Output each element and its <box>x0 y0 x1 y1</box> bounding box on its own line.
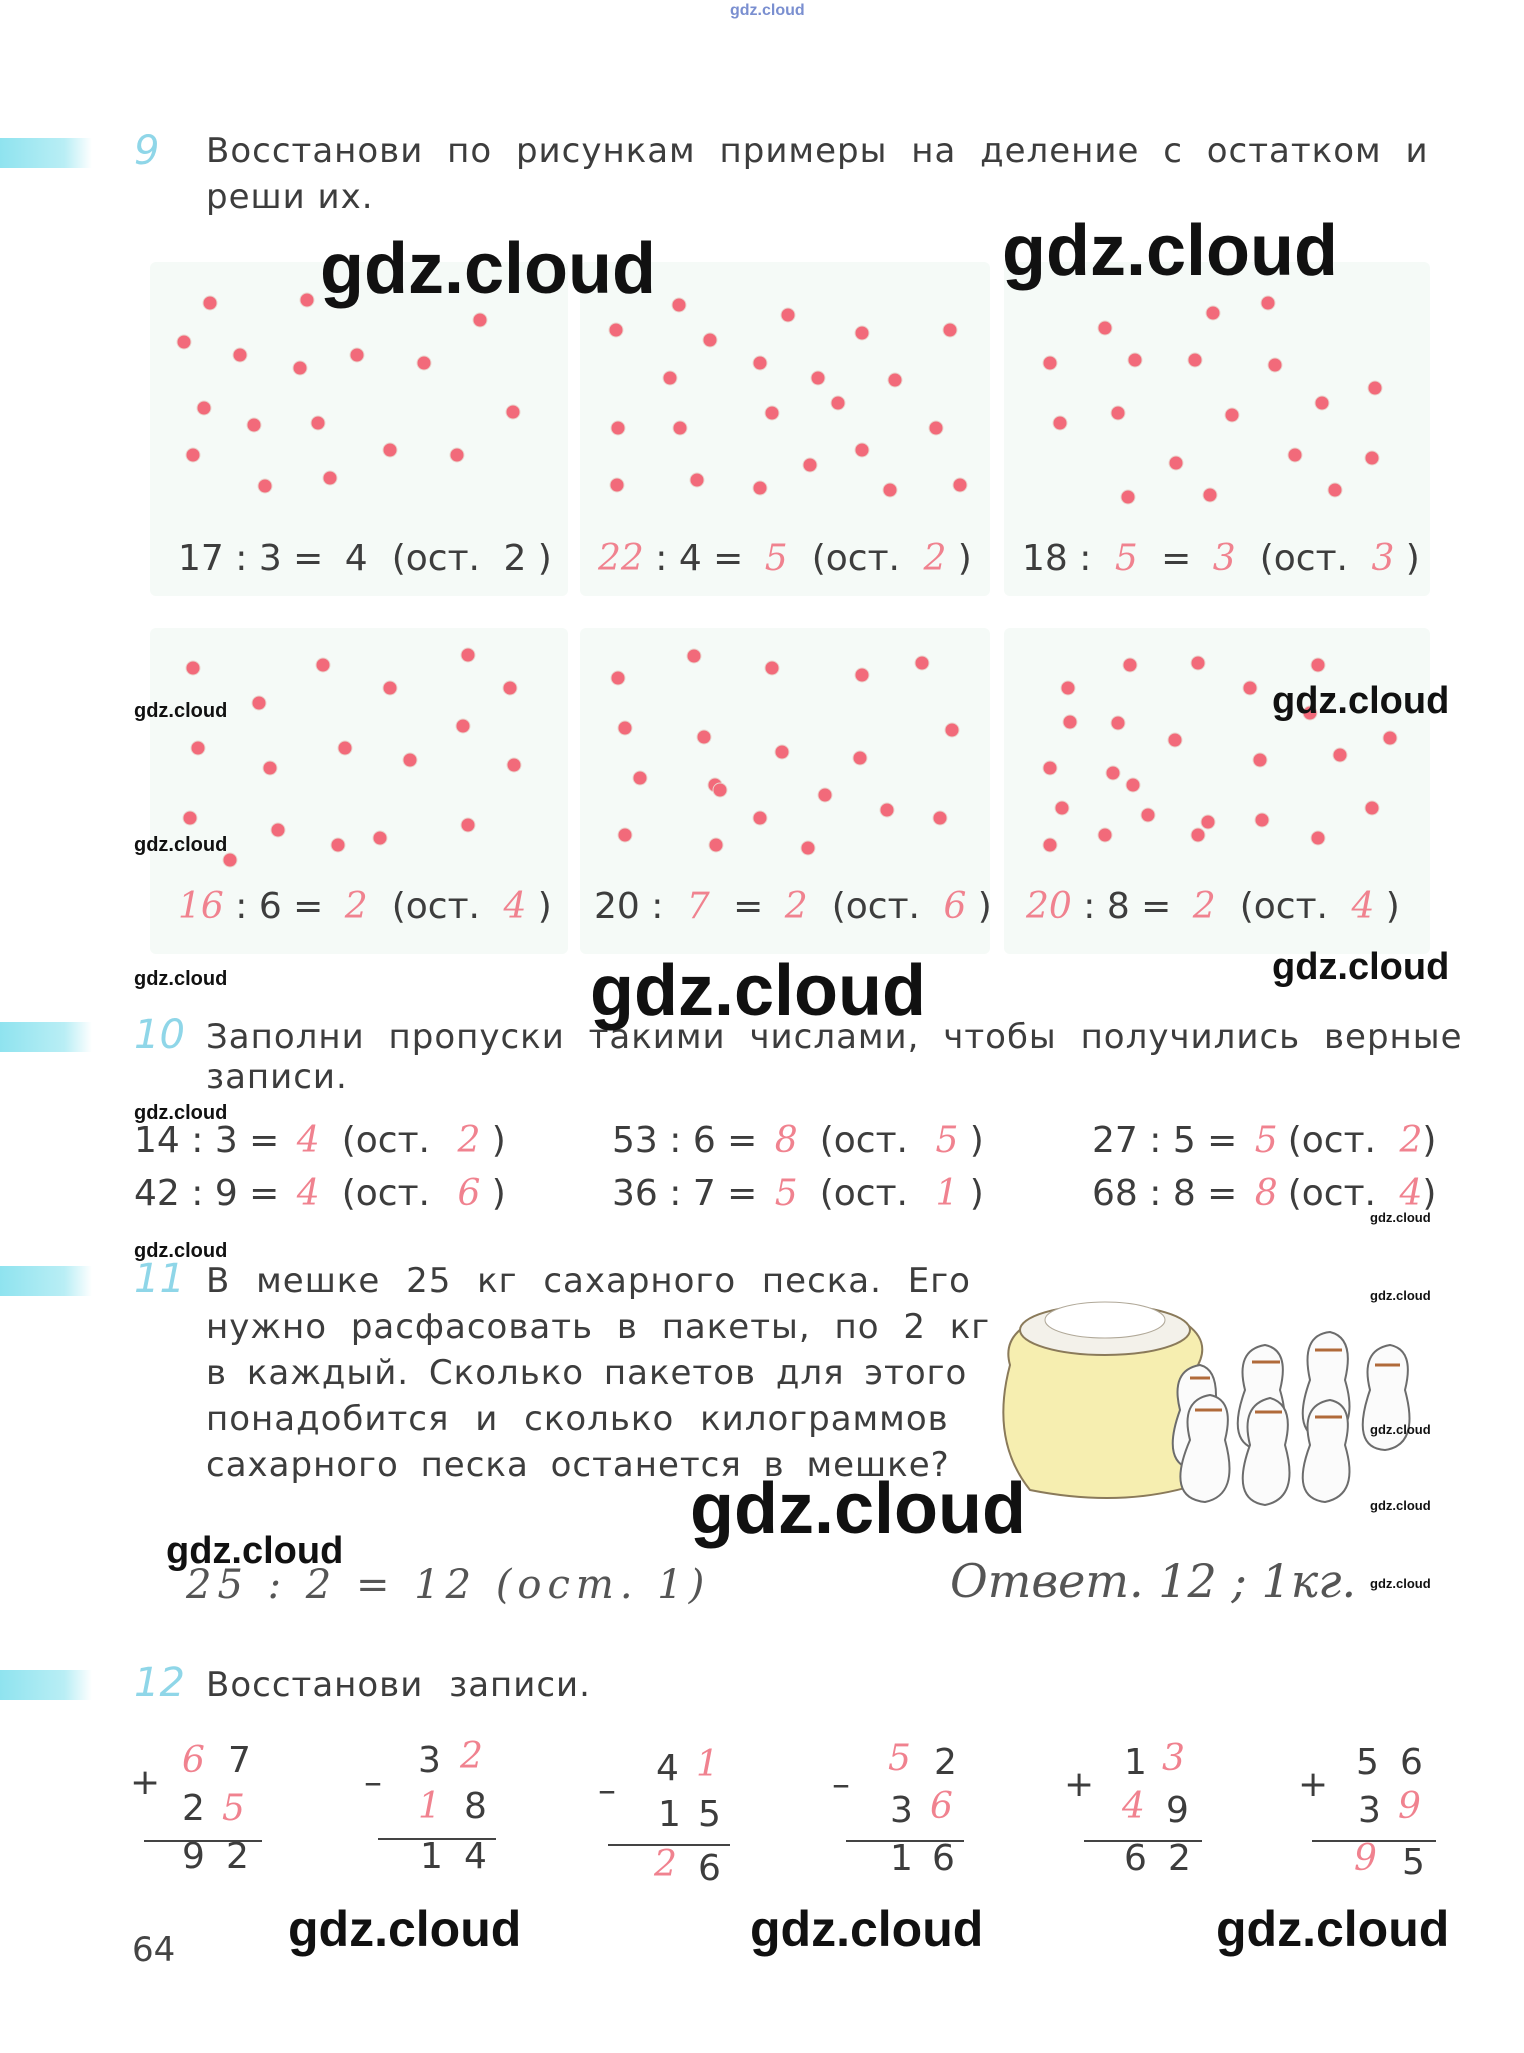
task9-eq-1: 17 : 3 = 4 (ост. 2 ) <box>178 538 552 579</box>
eq-divisor: 8 <box>1106 886 1130 927</box>
eq-dividend: 68 <box>1092 1173 1138 1214</box>
column-digit: 1 <box>696 1744 719 1785</box>
column-op: – <box>598 1770 616 1811</box>
column-example-1 <box>130 1740 280 1900</box>
task11-line: нужно расфасовать в пакеты, по 2 кг <box>206 1307 991 1347</box>
eq-ost-label: (ост. <box>391 886 480 927</box>
column-digit: 1 <box>890 1838 913 1879</box>
column-example-5 <box>1064 1738 1214 1902</box>
column-op: – <box>364 1762 382 1803</box>
eq-ost-label: (ост. <box>819 1120 908 1161</box>
eq-divisor: 6 <box>258 886 282 927</box>
eq-divisor: 3 <box>258 538 282 579</box>
eq-divisor: 7 <box>686 886 710 927</box>
column-digit: 4 <box>464 1836 487 1877</box>
eq-remainder: 4 <box>1399 1173 1423 1214</box>
eq-remainder: 6 <box>457 1173 481 1214</box>
column-digit: 2 <box>226 1836 249 1877</box>
eq-dividend: 36 <box>612 1173 658 1214</box>
eq-quotient: 2 <box>344 886 368 927</box>
eq-dividend: 14 <box>134 1120 180 1161</box>
column-digit: 8 <box>464 1786 487 1827</box>
column-digit: 9 <box>1166 1790 1189 1831</box>
task10-eq-5: 36 : 7 = 5 (ост. 1 ) <box>612 1173 984 1214</box>
column-digit: 3 <box>890 1790 913 1831</box>
task10-eq-2: 53 : 6 = 8 (ост. 5 ) <box>612 1120 984 1161</box>
eq-quotient: 2 <box>1192 886 1216 927</box>
eq-ost-label: (ост. <box>1239 886 1328 927</box>
eq-ost-label: (ост. <box>811 538 900 579</box>
eq-divisor: 7 <box>692 1173 716 1214</box>
column-digit: 4 <box>656 1748 679 1789</box>
eq-divisor: 4 <box>678 538 702 579</box>
watermark: gdz.cloud <box>1272 946 1450 988</box>
column-digit: 3 <box>1358 1790 1381 1831</box>
eq-dividend: 17 <box>178 538 224 579</box>
eq-remainder: 5 <box>935 1120 959 1161</box>
column-digit: 6 <box>182 1740 205 1781</box>
eq-dividend: 16 <box>178 886 224 927</box>
task9-eq-5: 20 : 7 = 2 (ост. 6 ) <box>594 886 992 927</box>
column-op: + <box>130 1762 161 1803</box>
column-op: + <box>1298 1764 1329 1805</box>
task9-eq-2: 22 : 4 = 5 (ост. 2 ) <box>598 538 972 579</box>
column-digit: 5 <box>888 1738 911 1779</box>
eq-ost-label: (ост. <box>341 1120 430 1161</box>
task9-eq-4: 16 : 6 = 2 (ост. 4 ) <box>178 886 552 927</box>
eq-dividend: 20 <box>594 886 640 927</box>
eq-dividend: 22 <box>598 538 644 579</box>
eq-quotient: 4 <box>296 1173 320 1214</box>
watermark: gdz.cloud <box>750 1901 984 1957</box>
task11-solution: 25 : 2 = 12 (ост. 1) <box>186 1562 711 1608</box>
watermark: gdz.cloud <box>690 1469 1026 1549</box>
task10-eq-1: 14 : 3 = 4 (ост. 2 ) <box>134 1120 506 1161</box>
eq-quotient: 2 <box>784 886 808 927</box>
eq-remainder: 1 <box>935 1173 959 1214</box>
column-op: – <box>832 1764 850 1805</box>
task11-answer: Ответ. 12 ; 1кг. <box>950 1554 1357 1608</box>
eq-quotient: 4 <box>296 1120 320 1161</box>
sugar-sack-illustration <box>990 1270 1440 1510</box>
column-example-4 <box>832 1738 982 1902</box>
column-digit: 5 <box>698 1794 721 1835</box>
task9-eq-3: 18 : 5 = 3 (ост. 3 ) <box>1022 538 1420 579</box>
eq-remainder: 2 <box>457 1120 481 1161</box>
task11-line: в каждый. Сколько пакетов для этого <box>206 1353 968 1393</box>
eq-divisor: 5 <box>1114 538 1138 579</box>
eq-quotient: 5 <box>1254 1120 1278 1161</box>
task10-number: 10 <box>134 1012 185 1058</box>
column-digit: 1 <box>1124 1742 1147 1783</box>
eq-quotient: 3 <box>1212 538 1236 579</box>
column-digit: 3 <box>1162 1738 1185 1779</box>
watermark: gdz.cloud <box>288 1901 522 1957</box>
eq-dividend: 20 <box>1026 886 1072 927</box>
eq-divisor: 6 <box>692 1120 716 1161</box>
eq-ost-label: (ост. <box>1287 1173 1376 1214</box>
task10-text-line1: Заполни пропуски такими числами, чтобы получились верные <box>206 1017 1463 1057</box>
column-digit: 6 <box>698 1848 721 1889</box>
eq-quotient: 8 <box>1254 1173 1278 1214</box>
column-digit: 2 <box>182 1788 205 1829</box>
eq-quotient: 8 <box>774 1120 798 1161</box>
task9-text-line1: Восстанови по рисункам примеры на деление с остатком и <box>206 131 1429 171</box>
eq-remainder: 2 <box>503 538 527 579</box>
watermark: gdz.cloud <box>1370 1288 1431 1303</box>
watermark: gdz.cloud <box>1216 1901 1450 1957</box>
task9-eq-6: 20 : 8 = 2 (ост. 4 ) <box>1026 886 1400 927</box>
column-digit: 2 <box>460 1736 483 1777</box>
column-digit: 5 <box>1402 1842 1425 1883</box>
eq-ost-label: (ост. <box>831 886 920 927</box>
column-digit: 4 <box>1122 1786 1145 1827</box>
watermark: gdz.cloud <box>134 834 228 856</box>
column-digit: 5 <box>1356 1742 1379 1783</box>
task11-tab <box>0 1266 92 1296</box>
eq-ost-label: (ост. <box>819 1173 908 1214</box>
watermark: gdz.cloud <box>1272 680 1450 722</box>
task10-eq-3: 27 : 5 = 5 (ост. 2) <box>1092 1120 1437 1161</box>
watermark: gdz.cloud <box>134 1240 228 1262</box>
watermark: gdz.cloud <box>1370 1210 1431 1225</box>
eq-remainder: 2 <box>1399 1120 1423 1161</box>
watermark: gdz.cloud <box>1370 1422 1431 1437</box>
watermark: gdz.cloud <box>1370 1498 1431 1513</box>
column-digit: 3 <box>418 1740 441 1781</box>
eq-ost-label: (ост. <box>391 538 480 579</box>
column-op: + <box>1064 1764 1095 1805</box>
eq-divisor: 8 <box>1172 1173 1196 1214</box>
eq-remainder: 4 <box>1351 886 1375 927</box>
task10-tab <box>0 1022 92 1052</box>
watermark: gdz.cloud <box>134 700 228 722</box>
column-example-3 <box>598 1744 748 1908</box>
eq-dividend: 53 <box>612 1120 658 1161</box>
column-digit: 9 <box>1398 1786 1421 1827</box>
eq-ost-label: (ост. <box>1259 538 1348 579</box>
eq-remainder: 6 <box>943 886 967 927</box>
eq-quotient: 5 <box>774 1173 798 1214</box>
eq-divisor: 9 <box>214 1173 238 1214</box>
task11-line: сахарного песка останется в мешке? <box>206 1445 950 1485</box>
task10-eq-6: 68 : 8 = 8 (ост. 4) <box>1092 1173 1437 1214</box>
column-digit: 2 <box>934 1742 957 1783</box>
eq-remainder: 2 <box>923 538 947 579</box>
task12-tab <box>0 1670 92 1700</box>
column-example-6 <box>1298 1742 1448 1902</box>
column-digit: 5 <box>222 1788 245 1829</box>
watermark: gdz.cloud <box>1370 1576 1431 1591</box>
task9-text-line2: реши их. <box>206 177 374 217</box>
top-watermark: gdz.cloud <box>730 2 805 19</box>
task11-line: понадобится и сколько килограммов <box>206 1399 949 1439</box>
task10-text-line2: записи. <box>206 1057 348 1097</box>
task9-number: 9 <box>134 128 160 174</box>
task11-line: В мешке 25 кг сахарного песка. Его <box>206 1261 971 1301</box>
watermark: gdz.cloud <box>166 1530 344 1572</box>
column-digit: 7 <box>228 1740 251 1781</box>
column-digit: 1 <box>418 1786 441 1827</box>
task12-text: Восстанови записи. <box>206 1665 591 1705</box>
watermark: gdz.cloud <box>134 1102 228 1124</box>
task9-dot-pictures <box>0 0 1524 1000</box>
column-digit: 6 <box>1124 1838 1147 1879</box>
watermark: gdz.cloud <box>320 229 656 309</box>
column-digit: 6 <box>1400 1742 1423 1783</box>
eq-quotient: 5 <box>764 538 788 579</box>
task10-eq-4: 42 : 9 = 4 (ост. 6 ) <box>134 1173 506 1214</box>
column-digit: 2 <box>654 1844 677 1885</box>
column-digit: 1 <box>658 1794 681 1835</box>
task11-text <box>206 1258 991 1488</box>
task11-number: 11 <box>134 1256 185 1302</box>
column-digit: 9 <box>1354 1838 1377 1879</box>
watermark: gdz.cloud <box>1002 211 1338 291</box>
eq-remainder: 4 <box>503 886 527 927</box>
column-example-2 <box>364 1736 514 1900</box>
eq-divisor: 5 <box>1172 1120 1196 1161</box>
column-digit: 6 <box>930 1786 953 1827</box>
eq-remainder: 3 <box>1371 538 1395 579</box>
eq-ost-label: (ост. <box>341 1173 430 1214</box>
eq-dividend: 27 <box>1092 1120 1138 1161</box>
column-digit: 1 <box>420 1836 443 1877</box>
eq-dividend: 42 <box>134 1173 180 1214</box>
column-digit: 2 <box>1168 1838 1191 1879</box>
eq-divisor: 3 <box>214 1120 238 1161</box>
eq-dividend: 18 <box>1022 538 1068 579</box>
watermark: gdz.cloud <box>134 968 228 990</box>
column-digit: 9 <box>182 1836 205 1877</box>
watermark: gdz.cloud <box>590 951 926 1031</box>
column-digit: 6 <box>932 1838 955 1879</box>
page-number: 64 <box>132 1930 176 1970</box>
eq-ost-label: (ост. <box>1287 1120 1376 1161</box>
eq-quotient: 4 <box>344 538 368 579</box>
task12-number: 12 <box>134 1660 185 1706</box>
